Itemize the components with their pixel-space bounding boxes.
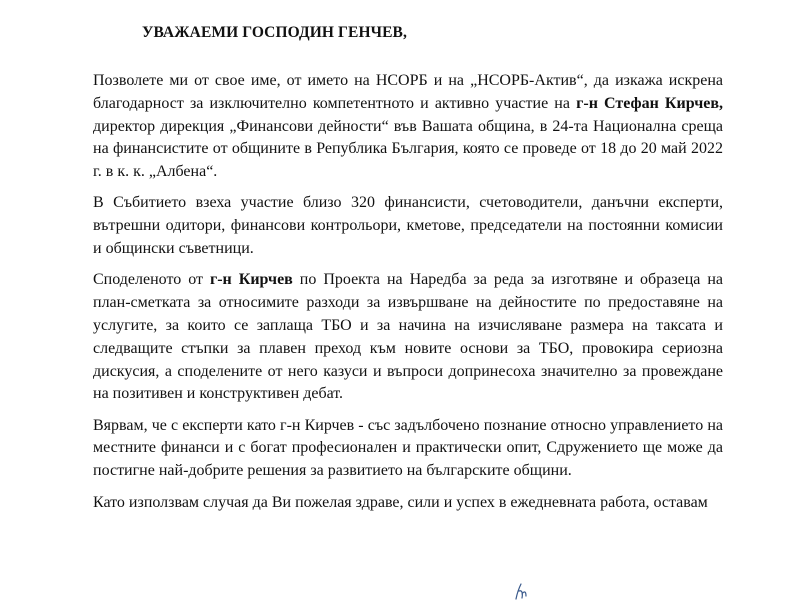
paragraph-text: В Събитието взеха участие близо 320 финансисти, счетоводители, данъчни експерти, вътрешни одитори, финансови контрольори, кметове, председатели на постоянни комисии и общински съветници. [93,194,723,258]
paragraph-presentation [93,269,723,406]
paragraph-participants [93,192,723,260]
paragraph-belief [93,415,723,483]
letter-body [93,70,723,523]
paragraph-closing [93,492,723,515]
signature-icon [510,582,534,600]
person-name-bold: г-н Стефан Кирчев, [576,94,724,112]
paragraph-text: Позволете ми от свое име, от името на НСОРБ и на „НСОРБ-Актив“, да изкажа искрена благодарност за изключително компетентното и активно участие на [93,72,723,112]
salutation: УВАЖАЕМИ ГОСПОДИН ГЕНЧЕВ, [142,24,407,41]
person-name-bold: г-н Кирчев [209,271,293,289]
paragraph-gratitude [93,70,723,184]
paragraph-text: Споделеното от [93,271,210,289]
paragraph-text: по Проекта на Наредба за реда за изготвяне и образеца на план-сметката за относимите разходи за извършване на дейностите по предоставяне на услугите, за които се заплаща ТБО и за начина на изчисляване размера на таксата и следващите стъпки за плавен преход към новите основи за ТБО, провокира сериозна дискусия, а споделените от него казуси и въпроси допринесоха значително за провеждане на позитивен и конструктивен дебат. [93,271,724,403]
paragraph-text: Вярвам, че с експерти като г-н Кирчев - със задълбочено познание относно управлението на местните финанси и с богат професионален и практически опит, Сдружението ще може да постигне най-добрите решения за развитието на българските общини. [93,416,723,480]
paragraph-text: директор дирекция „Финансови дейности“ във Вашата община, в 24-та Национална среща на финансистите от общините в Република България, която се проведе от 18 до 20 май 2022 г. в к. к. „Албена“. [93,117,723,181]
paragraph-text: Като използвам случая да Ви пожелая здраве, сили и успех в ежедневната работа, оставам [93,493,708,511]
